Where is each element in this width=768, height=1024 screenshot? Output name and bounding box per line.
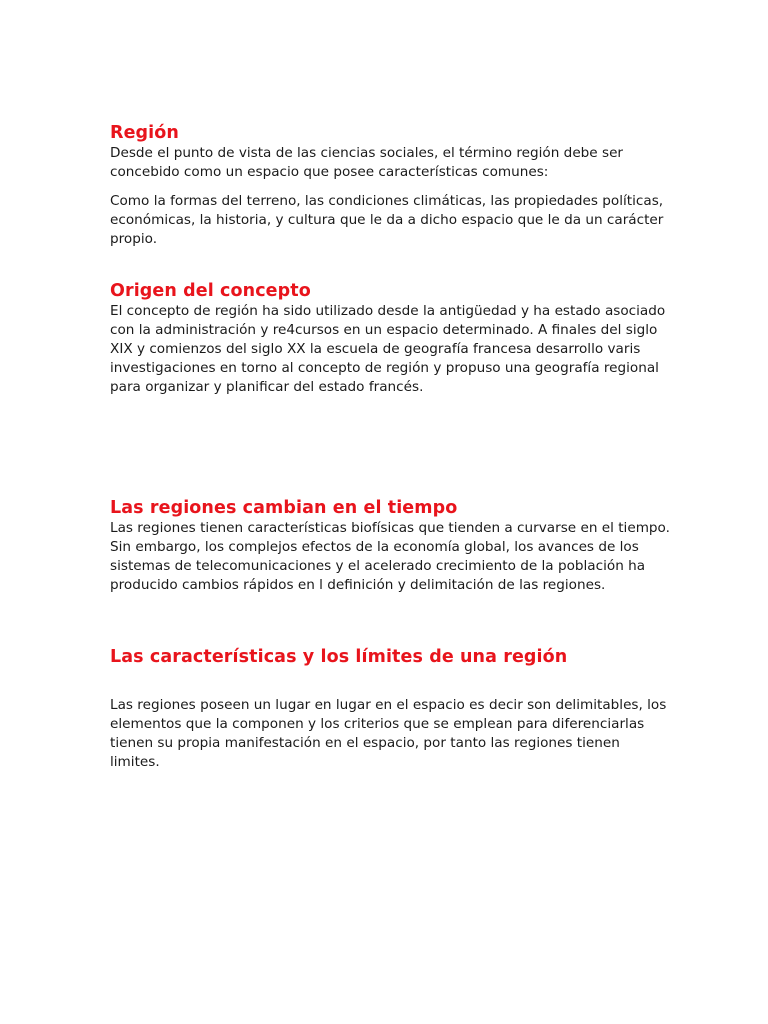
section-heading: Región — [110, 123, 179, 143]
section-regiones-cambian — [110, 497, 670, 595]
section-caracteristicas-limites — [110, 646, 670, 772]
section-heading: Origen del concepto — [110, 281, 311, 301]
section-origen-del-concepto — [110, 280, 670, 397]
section-heading: Las características y los límites de una región — [110, 647, 568, 667]
section-paragraph: Como la formas del terreno, las condiciones climáticas, las propiedades políticas, económicas, la historia, y cultura que le da a dicho espacio que le da un carácter propio. — [110, 193, 664, 247]
section-paragraph: Desde el punto de vista de las ciencias sociales, el término región debe ser concebido como un espacio que posee características comunes: — [110, 145, 624, 180]
section-paragraph: Las regiones tienen características biofísicas que tienden a curvarse en el tiempo. Sin embargo, los complejos efectos de la economía global, los avances de los sistemas de telecomunicaciones y el acelerado crecimiento de la población ha producido cambios rápidos en l definición y delimitación de las regiones. — [110, 520, 670, 593]
section-region — [110, 122, 670, 249]
section-heading: Las regiones cambian en el tiempo — [110, 498, 458, 518]
section-paragraph: Las regiones poseen un lugar en lugar en el espacio es decir son delimitables, los elementos que la componen y los criterios que se emplean para diferenciarlas tienen su propia manifestación en el espacio, por tanto las regiones tienen limites. — [110, 697, 667, 770]
section-paragraph: El concepto de región ha sido utilizado desde la antigüedad y ha estado asociado con la administración y re4cursos en un espacio determinado. A finales del siglo XIX y comienzos del siglo XX la escuela de geografía francesa desarrollo varis investigaciones en torno al concepto de región y propuso una geografía regional para organizar y planificar del estado francés. — [110, 303, 666, 395]
